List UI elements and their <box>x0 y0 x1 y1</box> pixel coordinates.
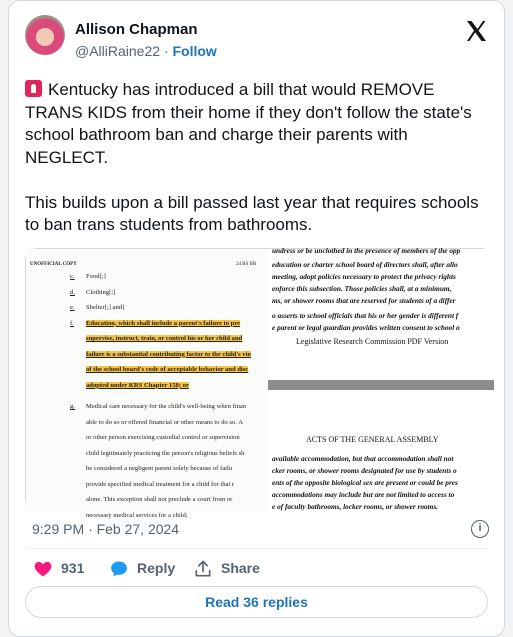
doc-right-line: e parent or legal guardian provides written consent to school o <box>272 323 460 332</box>
doc-right-line: education or charter school board of directors shall, after allo <box>272 260 458 269</box>
tweet-timestamp[interactable]: 9:29 PM · Feb 27, 2024 <box>32 521 180 537</box>
doc-line: failure is a substantial contributing factor to the child's vio <box>86 350 251 358</box>
author-handle-row <box>75 43 217 59</box>
doc-line-mark: g. <box>70 403 75 410</box>
doc-line: or other person exercising custodial control or supervision <box>86 434 240 441</box>
doc-line: Shelter[;] and] <box>86 304 125 311</box>
doc-line: child legitimately practicing the person's religious beliefs sh <box>86 449 245 457</box>
doc-line: Food[;] <box>86 273 106 280</box>
reply-button[interactable] <box>109 557 175 581</box>
read-replies-button[interactable]: Read 36 replies <box>25 586 488 618</box>
tweet-media[interactable] <box>25 246 493 519</box>
doc-right-line: available accommodation, but that accommodation shall not <box>272 454 454 463</box>
doc-line: necessary medical services for a child; <box>86 511 188 519</box>
doc-line-mark: f. <box>70 319 74 327</box>
follow-button[interactable]: Follow <box>172 43 217 59</box>
doc-line: provide specified medical treatment for a child for that r <box>86 480 235 488</box>
share-label: Share <box>221 560 260 576</box>
tweet-text: Kentucky has introduced a bill that would REMOVE TRANS KIDS from their home if they don't follow the state's school bathroom ban and charge their parents with NEGLECT. This builds upon a bill passed last year that requires schools to ban trans students from bathrooms. <box>25 80 479 234</box>
doc-right-line: ms, or shower rooms that are reserved for students of a differ <box>272 296 456 305</box>
doc-line-mark: d. <box>70 288 75 296</box>
doc-right-line: e of faculty bathrooms, locker rooms, or shower rooms. <box>272 502 439 511</box>
doc-line-mark: c. <box>70 273 75 280</box>
doc-header-left: UNOFFICIAL COPY <box>30 262 77 267</box>
doc-line: Medical care necessary for the child's well-being when finan <box>86 403 247 410</box>
doc-right-line: ents of the opposite biological sex are present or could be pres <box>272 478 458 487</box>
siren-icon <box>25 80 42 97</box>
doc-right-line: meeting, adopt policies necessary to protect the privacy rights <box>272 272 456 281</box>
tweet-card <box>8 0 505 637</box>
page-divider <box>268 380 494 390</box>
heart-icon <box>33 559 53 579</box>
tweet-header <box>25 15 488 63</box>
doc-line: supervise, instruct, train, or control his or her child and <box>86 335 243 342</box>
bill-page-right[interactable] <box>268 246 494 511</box>
tweet-text-container <box>25 79 492 237</box>
like-button[interactable] <box>33 557 84 581</box>
doc-line: Education, which shall include a parent's failure to pre <box>86 319 241 327</box>
acts-label: ACTS OF THE GENERAL ASSEMBLY <box>306 435 439 444</box>
doc-line: alone. This exception shall not preclude a court from or <box>86 496 233 503</box>
doc-right-line: enforce this subsection. Those policies shall, at a minimum, <box>272 284 452 293</box>
doc-right-line: cker rooms, or shower rooms designated for use by students o <box>272 466 457 475</box>
like-count: 931 <box>61 560 85 576</box>
doc-line: of the school board's code of acceptable behavior and disc <box>86 366 249 373</box>
doc-header-right: 24 RS BR <box>236 262 257 267</box>
share-icon <box>193 559 213 579</box>
info-icon[interactable]: i <box>471 520 489 538</box>
doc-right-line: undress or be unclothed in the presence of members of the opp <box>272 246 461 255</box>
lrc-label: Legislative Research Commission PDF Version <box>296 337 449 346</box>
reply-bubble-icon <box>109 559 129 579</box>
doc-right-line: o asserts to school officials that his or her gender is different f <box>272 311 459 320</box>
doc-line: able to do so or offered financial or other means to do so. A <box>86 418 243 426</box>
doc-line: adopted under KRS Chapter 158; or <box>86 381 189 389</box>
doc-right-line: accommodations may include but are not limited to access to <box>272 490 455 499</box>
author-name[interactable]: Allison Chapman <box>75 21 198 38</box>
doc-line-mark: e. <box>70 304 75 311</box>
x-logo-icon[interactable] <box>464 19 488 43</box>
author-handle[interactable]: @AlliRaine22 <box>75 43 161 59</box>
separator-dot: · <box>163 43 169 59</box>
doc-line: Clothing[;] <box>86 288 116 296</box>
reply-label: Reply <box>137 560 176 576</box>
share-button[interactable] <box>193 557 260 581</box>
bill-page-left[interactable] <box>26 249 268 519</box>
divider <box>25 548 488 549</box>
avatar[interactable] <box>25 15 65 55</box>
doc-line: be considered a negligent parent solely because of failu <box>86 465 233 472</box>
